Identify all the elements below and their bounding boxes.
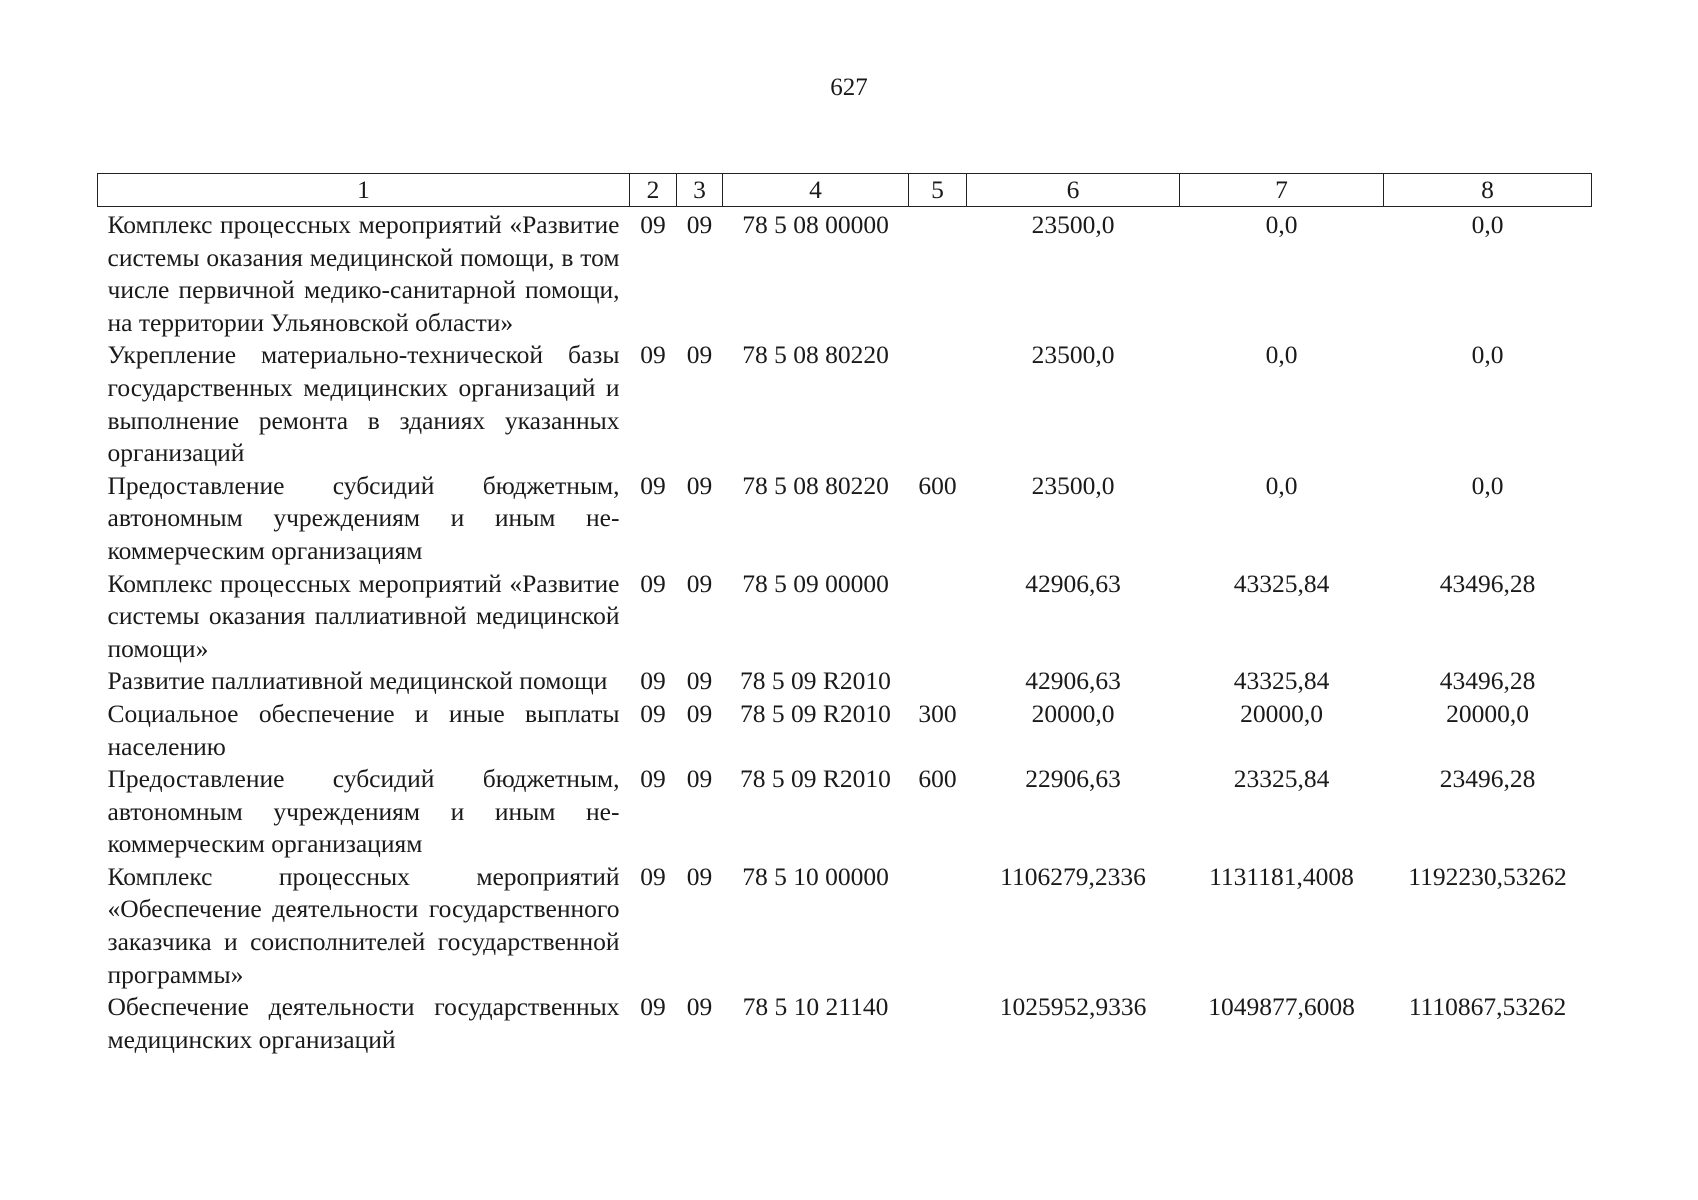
header-row — [98, 174, 1592, 207]
amount-col-6: 23500,0 — [1031, 470, 1115, 500]
amount-col-7: 1131181,4008 — [1209, 861, 1354, 891]
column-header-4: 4 — [723, 174, 909, 207]
expense-type-code — [909, 339, 967, 469]
amount-col-7: 43325,84 — [1233, 666, 1330, 696]
target-article-code: 78 5 09 R2010 — [740, 698, 891, 728]
amount-col-6: 1025952,9336 — [999, 992, 1147, 1022]
budget-table — [97, 173, 1592, 1056]
target-article-code: 78 5 09 R2010 — [740, 764, 891, 794]
target-article-code: 78 5 09 00000 — [742, 568, 889, 598]
subsection-code: 09 — [686, 992, 713, 1022]
section-code: 09 — [640, 210, 666, 239]
amount-col-8: 43496,28 — [1439, 666, 1536, 696]
column-header-1: 1 — [98, 174, 630, 207]
section-code: 09 — [640, 666, 666, 696]
column-header-6: 6 — [967, 174, 1180, 207]
column-header-8: 8 — [1384, 174, 1592, 207]
target-article-code: 78 5 08 80220 — [742, 340, 889, 370]
row-name: Обеспечение деятельности государственных медицинских организаций — [107, 992, 620, 1054]
expense-type-code: 300 — [918, 698, 957, 728]
row-name: Комплекс процессных мероприятий «Развитие системы оказания паллиативной медицинской помощи» — [107, 568, 620, 663]
amount-col-8: 0,0 — [1471, 340, 1504, 370]
amount-col-8: 20000,0 — [1446, 698, 1529, 728]
page-number: 627 — [830, 74, 868, 101]
section-code: 09 — [640, 340, 666, 370]
column-header-5: 5 — [909, 174, 967, 207]
subsection-code: 09 — [686, 470, 713, 500]
section-code: 09 — [640, 568, 666, 598]
expense-type-code: 600 — [918, 764, 957, 794]
section-code: 09 — [640, 992, 666, 1022]
section-code: 09 — [640, 698, 666, 728]
table-row — [98, 763, 1592, 861]
target-article-code: 78 5 08 00000 — [742, 210, 889, 239]
row-name: Комплекс процессных мероприятий «Развитие системы оказания медицинской помощи, в том числе первичной медико-санитарной помощи, на территории Ульяновской области» — [107, 210, 620, 337]
amount-col-8: 43496,28 — [1439, 568, 1536, 598]
amount-col-7: 1049877,6008 — [1208, 992, 1355, 1022]
amount-col-8: 1192230,53262 — [1408, 861, 1567, 891]
row-name: Комплекс процессных мероприятий «Обеспечение деятельности государственного заказчика и соисполнителей государственной программы» — [107, 861, 620, 989]
row-name: Предоставление субсидий бюджетным, автономным учреждениям и иным некоммерческим организациям — [107, 764, 620, 859]
amount-col-7: 0,0 — [1265, 340, 1298, 370]
column-header-3: 3 — [677, 174, 723, 207]
column-header-7: 7 — [1180, 174, 1384, 207]
table-row — [98, 698, 1592, 763]
target-article-code: 78 5 10 00000 — [742, 861, 889, 891]
subsection-code: 09 — [686, 764, 713, 794]
row-name: Укрепление материально-технической базы государственных медицинских организаций и выполнение ремонта в зданиях указанных организаций — [107, 340, 620, 468]
amount-col-6: 20000,0 — [1031, 698, 1115, 728]
table-row — [98, 207, 1592, 340]
table-row — [98, 339, 1592, 469]
table-row — [98, 470, 1592, 568]
amount-col-6: 1106279,2336 — [1000, 861, 1146, 891]
amount-col-8: 0,0 — [1471, 210, 1504, 239]
expense-type-code — [909, 207, 967, 340]
amount-col-8: 0,0 — [1471, 470, 1504, 500]
subsection-code: 09 — [686, 861, 713, 891]
amount-col-8: 23496,28 — [1439, 764, 1536, 794]
expense-type-code — [909, 665, 967, 698]
subsection-code: 09 — [686, 666, 713, 696]
section-code: 09 — [640, 470, 666, 500]
table-row — [98, 861, 1592, 991]
amount-col-6: 23500,0 — [1031, 340, 1115, 370]
table-row — [98, 568, 1592, 666]
expense-type-code: 600 — [918, 470, 957, 500]
row-name: Предоставление субсидий бюджетным, автономным учреждениям и иным некоммерческим организациям — [107, 470, 620, 565]
row-name: Развитие паллиативной медицинской помощи — [107, 666, 608, 696]
column-header-2: 2 — [630, 174, 677, 207]
amount-col-6: 42906,63 — [1025, 568, 1121, 598]
expense-type-code — [909, 568, 967, 666]
amount-col-6: 42906,63 — [1025, 666, 1121, 696]
amount-col-7: 0,0 — [1265, 470, 1298, 500]
amount-col-7: 43325,84 — [1233, 568, 1330, 598]
expense-type-code — [909, 861, 967, 991]
section-code: 09 — [640, 764, 666, 794]
amount-col-7: 23325,84 — [1233, 764, 1330, 794]
target-article-code: 78 5 08 80220 — [742, 470, 889, 500]
row-name: Социальное обеспечение и иные выплаты населению — [107, 698, 620, 761]
target-article-code: 78 5 09 R2010 — [740, 666, 891, 696]
expense-type-code — [909, 991, 967, 1056]
table-row — [98, 991, 1592, 1056]
subsection-code: 09 — [686, 698, 713, 728]
section-code: 09 — [640, 861, 666, 891]
amount-col-6: 22906,63 — [1025, 764, 1121, 794]
subsection-code: 09 — [686, 340, 713, 370]
table-row — [98, 665, 1592, 698]
amount-col-7: 20000,0 — [1240, 698, 1323, 728]
target-article-code: 78 5 10 21140 — [742, 992, 889, 1022]
amount-col-7: 0,0 — [1265, 210, 1298, 239]
subsection-code: 09 — [686, 210, 713, 239]
subsection-code: 09 — [686, 568, 713, 598]
amount-col-8: 1110867,53262 — [1408, 992, 1567, 1022]
amount-col-6: 23500,0 — [1031, 210, 1115, 239]
